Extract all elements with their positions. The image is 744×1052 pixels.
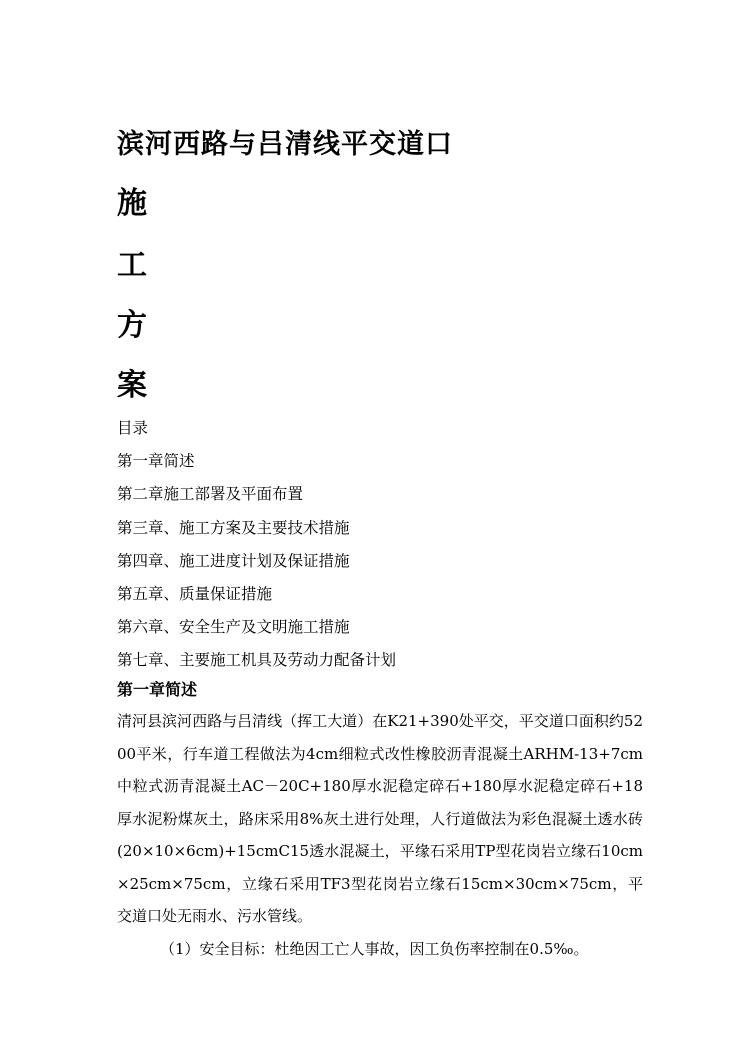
- safety-goal-paragraph: （1）安全目标：杜绝因工亡人事故，因工负伤率控制在0.5‰。: [160, 940, 589, 958]
- chapter-1-paragraph: 清河县滨河西路与吕清线（挥工大道）在K21+390处平交，平交道口面积约5200平米，行车道工程做法为4cm细粒式改性橡胶沥青混凝土ARHM-13+7cm中粒式沥青混凝土AC－20C+180厚水泥稳定碎石+180厚水泥稳定碎石+18厚水泥粉煤灰土，路床采用8%灰土进行处理，人行道做法为彩色混凝土透水砖(20×10×6cm)+15cmC15透水混凝土，平缘石采用TP型花岗岩立缘石10cm×25cm×75cm，立缘石采用TF3型花岗岩立缘石15cm×30cm×75cm，平交道口处无雨水、污水管线。: [117, 712, 643, 925]
- toc-item-chapter-7: 第七章、主要施工机具及劳动力配备计划: [117, 651, 397, 670]
- document-title: 滨河西路与吕清线平交道口: [117, 129, 453, 160]
- title-char-gong: 工: [117, 248, 147, 283]
- title-char-shi: 施: [117, 186, 147, 221]
- toc-item-chapter-2: 第二章施工部署及平面布置: [117, 485, 304, 504]
- toc-item-chapter-4: 第四章、施工进度计划及保证措施: [117, 551, 350, 570]
- toc-heading: 目录: [117, 419, 149, 437]
- table-of-contents: [117, 412, 396, 678]
- toc-item-chapter-3: 第三章、施工方案及主要技术措施: [117, 518, 350, 537]
- title-char-an: 案: [117, 368, 147, 403]
- chapter-1-heading: 第一章简述: [117, 680, 198, 699]
- toc-item-chapter-1: 第一章简述: [117, 452, 195, 471]
- toc-item-chapter-6: 第六章、安全生产及文明施工措施: [117, 618, 350, 637]
- title-char-fang: 方: [117, 308, 147, 343]
- toc-item-chapter-5: 第五章、质量保证措施: [117, 584, 273, 603]
